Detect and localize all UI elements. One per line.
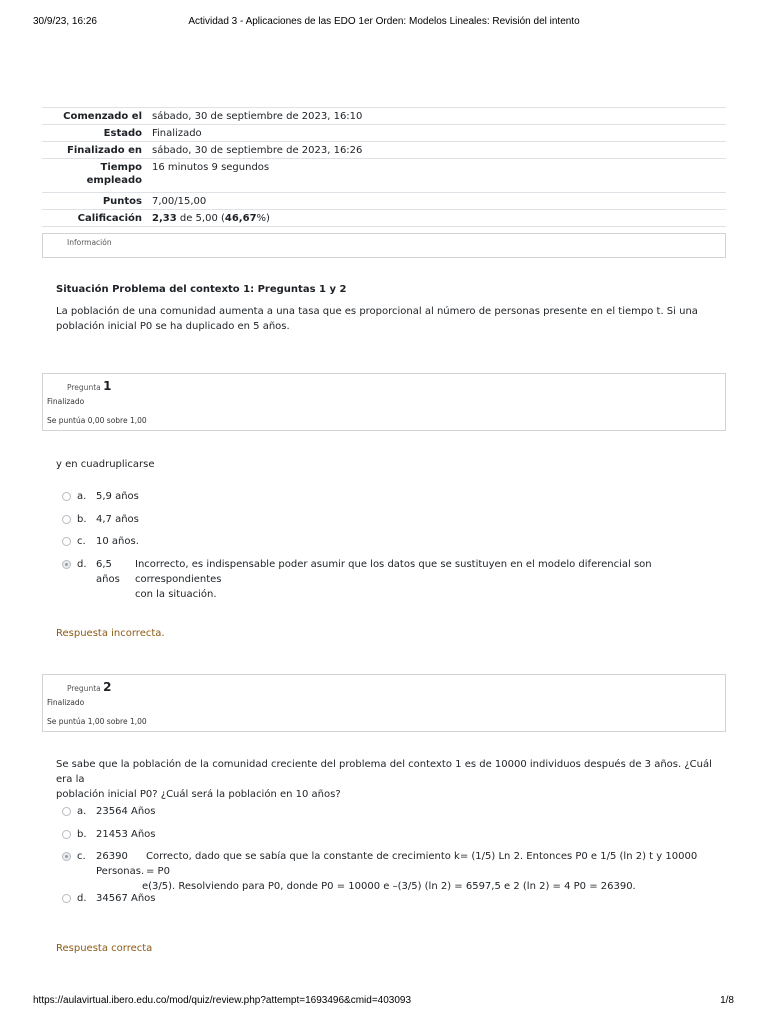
finished-label: Finalizado en (67, 145, 142, 156)
option-feedback-line-2: con la situación. (135, 589, 217, 600)
q1-option-b[interactable] (62, 512, 139, 527)
question-2-text-line-1: Se sabe que la población de la comunidad creciente del problema del contexto 1 es de 10000 individuos después de 3 años. ¿Cuál era la (56, 759, 712, 785)
information-box (42, 233, 726, 258)
question-2-info-box (42, 674, 726, 732)
print-url: https://aulavirtual.ibero.edu.co/mod/quiz/review.php?attempt=1693496&cmid=403093 (33, 995, 412, 1006)
finished-value: sábado, 30 de septiembre de 2023, 16:26 (152, 145, 363, 156)
started-value: sábado, 30 de septiembre de 2023, 16:10 (152, 111, 363, 122)
option-value: 34567 Años (96, 893, 156, 904)
summary-row-started (42, 108, 726, 125)
question-2-state: Finalizado (47, 698, 85, 707)
grade-label: Calificación (77, 213, 142, 224)
grade-mid: de 5,00 ( (176, 213, 225, 224)
summary-row-grade (42, 210, 726, 227)
grade-score: 2,33 (152, 213, 177, 224)
state-label: Estado (103, 128, 142, 139)
print-page-number: 1/8 (720, 995, 734, 1006)
summary-row-points (42, 193, 726, 210)
points-label: Puntos (102, 196, 142, 207)
print-doc-title: Actividad 3 - Aplicaciones de las EDO 1er Orden: Modelos Lineales: Revisión del intento (188, 16, 580, 27)
option-letter: a. (77, 491, 87, 502)
q1-option-a[interactable] (62, 489, 139, 504)
grade-percent: 46,67 (224, 213, 257, 224)
context-title: Situación Problema del contexto 1: Preguntas 1 y 2 (56, 284, 347, 295)
q2-option-b[interactable] (62, 827, 156, 842)
option-value (96, 849, 146, 894)
question-2-label-text: Pregunta (67, 684, 101, 693)
option-letter: d. (77, 559, 87, 570)
question-1-info-box (42, 373, 726, 431)
radio-icon[interactable] (62, 894, 71, 903)
time-label-line-2: empleado (86, 175, 142, 186)
question-2-text (56, 757, 716, 802)
time-label-line-1: Tiempo (100, 162, 142, 173)
option-value: 5,9 años (96, 491, 139, 502)
radio-icon[interactable] (62, 807, 71, 816)
question-2-text-line-2: población inicial P0? ¿Cuál será la población en 10 años? (56, 789, 341, 800)
question-1-state: Finalizado (47, 397, 85, 406)
attempt-summary-table (42, 107, 726, 227)
option-letter: c. (77, 536, 86, 547)
summary-row-finished (42, 142, 726, 159)
q1-option-c[interactable] (62, 534, 139, 549)
question-1-label (67, 379, 111, 393)
option-value (96, 557, 135, 602)
print-datetime: 30/9/23, 16:26 (33, 16, 97, 27)
radio-icon[interactable] (62, 830, 71, 839)
radio-icon[interactable] (62, 537, 71, 546)
grade-end: %) (256, 213, 270, 224)
question-1-number: 1 (103, 379, 112, 393)
radio-icon[interactable] (62, 492, 71, 501)
option-value: 23564 Años (96, 806, 156, 817)
question-1-feedback: Respuesta incorrecta. (56, 628, 165, 639)
option-value: 4,7 años (96, 514, 139, 525)
q2-option-a[interactable] (62, 804, 156, 819)
option-value-line-1: 6,5 (96, 559, 112, 570)
question-2-label (67, 680, 111, 694)
question-1-text: y en cuadruplicarse (56, 459, 155, 470)
option-feedback (142, 849, 706, 894)
question-1-label-text: Pregunta (67, 383, 101, 392)
option-feedback (135, 557, 705, 602)
option-letter: b. (77, 829, 87, 840)
information-label: Información (67, 238, 112, 247)
print-header (0, 16, 768, 30)
radio-icon[interactable] (62, 515, 71, 524)
option-feedback-line-2: e(3/5). Resolviendo para P0, donde P0 = 10000 e –(3/5) (ln 2) = 6597,5 e 2 (ln 2) = 4 P0 = 26390. (142, 881, 636, 892)
summary-row-state (42, 125, 726, 142)
question-1-grade: Se puntúa 0,00 sobre 1,00 (47, 416, 147, 425)
time-value: 16 minutos 9 segundos (152, 162, 270, 173)
points-value: 7,00/15,00 (152, 196, 207, 207)
print-footer (0, 995, 768, 1009)
option-value-line-1: 26390 (96, 851, 128, 862)
option-letter: c. (77, 851, 86, 862)
question-2-number: 2 (103, 680, 112, 694)
option-value-line-2: años (96, 574, 120, 585)
option-letter: d. (77, 893, 87, 904)
option-value: 21453 Años (96, 829, 156, 840)
option-value-line-2: Personas. (96, 866, 145, 877)
summary-row-time (42, 159, 726, 193)
q1-option-d[interactable] (62, 557, 705, 602)
radio-selected-icon[interactable] (62, 852, 71, 861)
q2-option-c[interactable] (62, 849, 706, 894)
option-feedback-line-1: Correcto, dado que se sabía que la constante de crecimiento k= (1/5) Ln 2. Entonces P0 e 1/5 (ln 2) t y 10000 = P0 (146, 851, 698, 877)
option-value: 10 años. (96, 536, 139, 547)
state-value: Finalizado (152, 128, 202, 139)
option-letter: a. (77, 806, 87, 817)
grade-value (150, 210, 726, 226)
question-2-grade: Se puntúa 1,00 sobre 1,00 (47, 717, 147, 726)
time-label (42, 159, 150, 192)
option-letter: b. (77, 514, 87, 525)
context-text: La población de una comunidad aumenta a una tasa que es proporcional al número de personas presente en el tiempo t. Si una población inicial P0 se ha duplicado en 5 años. (56, 306, 698, 332)
started-label: Comenzado el (63, 111, 142, 122)
question-2-feedback: Respuesta correcta (56, 943, 153, 954)
option-feedback-line-1: Incorrecto, es indispensable poder asumir que los datos que se sustituyen en el modelo diferencial son correspondientes (135, 559, 652, 585)
radio-selected-icon[interactable] (62, 560, 71, 569)
q2-option-d[interactable] (62, 891, 156, 906)
